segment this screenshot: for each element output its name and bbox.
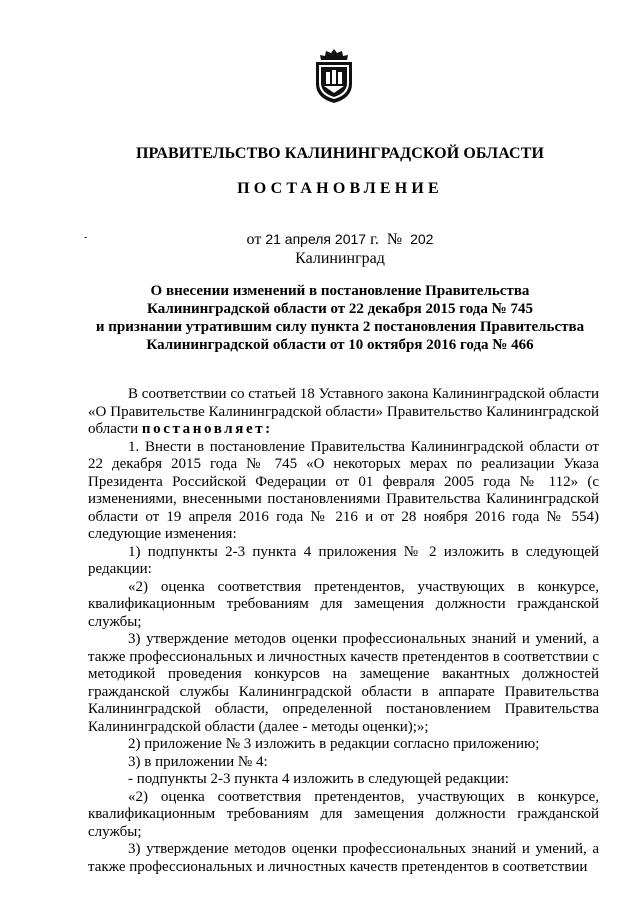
date-prefix: от [246,231,262,248]
intro-paragraph [88,386,599,439]
title-line: и признании утратившим силу пункта 2 постановления Правительства [95,319,585,335]
decides-word: постановляет: [141,421,273,437]
title-line: О внесении изменений в постановление Правительства [150,283,530,299]
document-title [0,282,640,354]
paragraph: 3) утверждение методов оценки профессиональных знаний и умений, а также профессиональных и личностных качеств претендентов в соответствии [88,841,599,875]
coat-of-arms-icon [312,48,356,104]
paragraph: 1. Внести в постановление Правительства Калининградской области от 22 декабря 2015 года № 745 «О некоторых мерах по реализации Указа Президента Российской Федерации от 01 февраля 2005 года № 112» (с изменениями, внесенными постановлениями Правительства Калининградской области от 19 апреля 2016 года № 216 и от 28 ноября 2016 года № 554) следующие изменения: [88,438,599,542]
document-type: ПОСТАНОВЛЕНИЕ [237,180,443,197]
title-line: Калининградской области от 10 октября 2016 года № 466 [146,337,534,353]
paragraph: «2) оценка соответствия претендентов, участвующих в конкурсе, квалификационным требованиям для замещения должности гражданской службы; [88,788,599,840]
date-value: 21 апреля 2017 [265,231,367,247]
number-sign: № [386,231,403,248]
paragraph: «2) оценка соответствия претендентов, участвующих в конкурсе, квалификационным требованиям для замещения должности гражданской службы; [88,578,599,630]
margin-mark: - [84,232,88,243]
intro-text: В соответствии со статьей 18 Уставного закона Калининградской области «О Правительстве Калининградской области» Правительство Калининградской области [88,386,599,437]
document-body [88,386,599,876]
document-number: 202 [410,231,434,247]
paragraph: 1) подпункты 2-3 пункта 4 приложения № 2 изложить в следующей редакции: [88,543,599,577]
city: Калининград [295,250,385,267]
paragraph: 3) в приложении № 4: [128,753,268,770]
title-line: Калининградской области от 22 декабря 2015 года № 745 [147,301,533,317]
date-line [0,231,640,249]
paragraph: 3) утверждение методов оценки профессиональных знаний и умений, а также профессиональных и личностных качеств претендентов в соответствии с методикой проведения конкурсов на замещение вакантных должностей гражданской службы Калининградской области в аппарате Правительства Калининградской области, определенной постановлением Правительства Калининградской области (далее - методы оценки);»; [88,631,599,735]
paragraph: - подпункты 2-3 пункта 4 изложить в следующей редакции: [128,771,509,787]
paragraph: 2) приложение № 3 изложить в редакции согласно приложению; [128,736,540,752]
date-suffix: г. [370,231,379,248]
government-name: ПРАВИТЕЛЬСТВО КАЛИНИНГРАДСКОЙ ОБЛАСТИ [135,145,545,162]
